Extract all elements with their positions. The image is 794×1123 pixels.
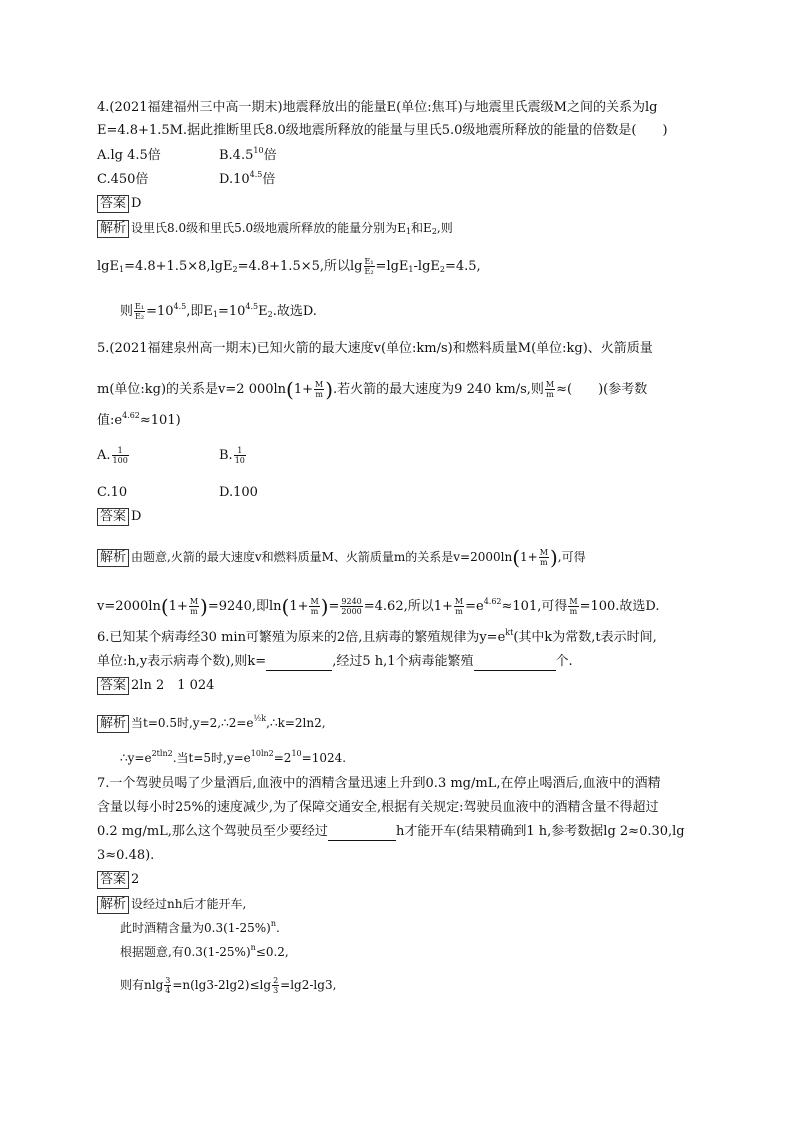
q7-analysis-line1: 解析 设经过nh后才能开车, (97, 895, 246, 914)
answer-tag: 答案 (97, 677, 129, 695)
q4-analysis-line1: 解析 设里氏8.0级和里氏5.0级地震所释放的能量分别为$E_1$和$E_2$,则 (97, 219, 453, 238)
q7-analysis-line2: 此时酒精含量为$0.3(1-25\%)^n$. (120, 919, 280, 935)
q7-stem-line1: 7.一个驾驶员喝了少量酒后,血液中的酒精含量迅速上升到0.3 mg/mL,在停止喝酒后,血液中的酒精 (97, 776, 661, 791)
q4-analysis-calc2: 则 $\frac{\text{E₁}}{\text{E₂}}$ $=10^{4.5}$,即$E_1=10^{4.5}E_2$.故选D. (120, 302, 317, 321)
answer-tag: 答案 (97, 508, 129, 526)
answer-tag: 答案 (97, 871, 129, 889)
q4-option-c: C.450倍 (97, 172, 149, 187)
q5-option-c: C.10 (97, 485, 128, 500)
q7-stem-line2: 含量以每小时25%的速度减少,为了保障交通安全,根据有关规定:驾驶员血液中的酒精含量不得超过 (97, 800, 659, 815)
q7-answer: 答案 2 (97, 871, 139, 889)
q4-options-cd (97, 171, 275, 189)
q6-blank-k[interactable] (266, 670, 332, 671)
q4-analysis-calc1: lgE$_1$=4.8+1.5×8,lgE$_2$=4.8+1.5×5,所以lg $\frac{\text{E₁}}{\text{E₂}}$ =lgE$_1$-lgE$_2$=4.5, (97, 257, 481, 276)
q5-stem-line1: 5.(2021福建泉州高一期末)已知火箭的最大速度v(单位:km/s)和燃料质量M(单位:kg)、火箭质量 (97, 341, 653, 356)
q5-option-d: D.100 (219, 485, 258, 500)
q7-stem-line3: 0.2 mg/mL,那么这个驾驶员至少要经过 h才能开车(结果精确到1 h,参考数据lg 2≈0.30,lg (97, 824, 685, 839)
q7-blank-hours[interactable] (328, 840, 396, 841)
q4-stem-line1: 4.(2021福建福州三中高一期末)地震释放出的能量E(单位:焦耳)与地震里氏震级M之间的关系为lg (97, 100, 658, 115)
q4-answer: 答案 D (97, 195, 141, 213)
analysis-tag: 解析 (97, 549, 129, 567)
q4-options-ab (97, 147, 277, 165)
q5-option-a: A. $\frac{1}{100}$ (97, 446, 128, 465)
q4-option-a: A.lg 4.5倍 (97, 148, 161, 163)
analysis-tag: 解析 (97, 896, 129, 914)
q7-stem-line4: 3≈0.48). (97, 848, 155, 863)
analysis-tag: 解析 (97, 220, 129, 238)
q4-option-d: $D.10^{4.5}$倍 (219, 170, 276, 187)
q5-option-b: B. $\frac{1}{10}$ (219, 446, 245, 465)
answer-tag: 答案 (97, 195, 129, 213)
q6-stem-line1: 6.已知某个病毒经30 min可繁殖为原来的2倍,且病毒的繁殖规律为$y=e^{kt}$(其中k为常数,t表示时间, (97, 628, 657, 645)
q5-stem-line2: m(单位:kg)的关系是v=2 000ln(1+ $\frac{M}{m}$ ).若火箭的最大速度为9 240 km/s,则 $\frac{M}{m}$ ≈( )(参考数 (97, 377, 648, 402)
q6-answer: 答案 2ln 2 1 024 (97, 677, 214, 695)
analysis-tag: 解析 (97, 715, 129, 733)
q6-stem-line2: 单位:h,y表示病毒个数),则k= ,经过5 h,1个病毒能繁殖 个. (97, 654, 573, 669)
q4-stem-line2: E=4.8+1.5M.据此推断里氏8.0级地震所释放的能量与里氏5.0级地震所释放的能量的倍数是( ) (97, 123, 668, 138)
q6-analysis-line2: $\therefore y=e^{2tln2}$.当t=5时$,y=e^{10ln2}=2^{10}=1024$. (120, 749, 347, 765)
q6-blank-count[interactable] (474, 670, 556, 671)
q5-options-cd (97, 484, 258, 502)
q5-options-ab (97, 446, 247, 465)
q4-option-b: B.4.5$^{10}$倍 (219, 146, 277, 163)
q5-answer: 答案 D (97, 508, 141, 526)
q7-analysis-line3: 根据题意,有$0.3(1-25\%)^n\le 0.2$, (120, 943, 289, 959)
q7-analysis-line4: 则有nlg $\frac{3}{4}$ =n(lg3-2lg2)≤lg $\frac{2}{3}$ =lg2-lg3, (120, 976, 337, 995)
q5-analysis-calc1: v=2000ln(1+ $\frac{M}{m}$ )=9240,即ln(1+ $\frac{M}{m}$ )= $\frac{9240}{2000}$ =4.62,所以1+ $\frac{M}{m}$ $=e^{4.62}\approx 101$,可得 $\frac{M}{m}$ =100.故选D. (97, 594, 660, 619)
q5-analysis-line1: 解析 由题意,火箭的最大速度v和燃料质量M、火箭质量m的关系是v=2000ln(1+ $\frac{M}{m}$ ),可得 (97, 548, 586, 567)
q5-stem-line3: 值$:e^{4.62}\approx 101$) (97, 411, 181, 428)
q6-analysis-line1: 解析 当t=0.5时$,y=2,\therefore 2=e^{\frac{1}{2}k},\therefore k=2\ln 2$, (97, 714, 326, 733)
